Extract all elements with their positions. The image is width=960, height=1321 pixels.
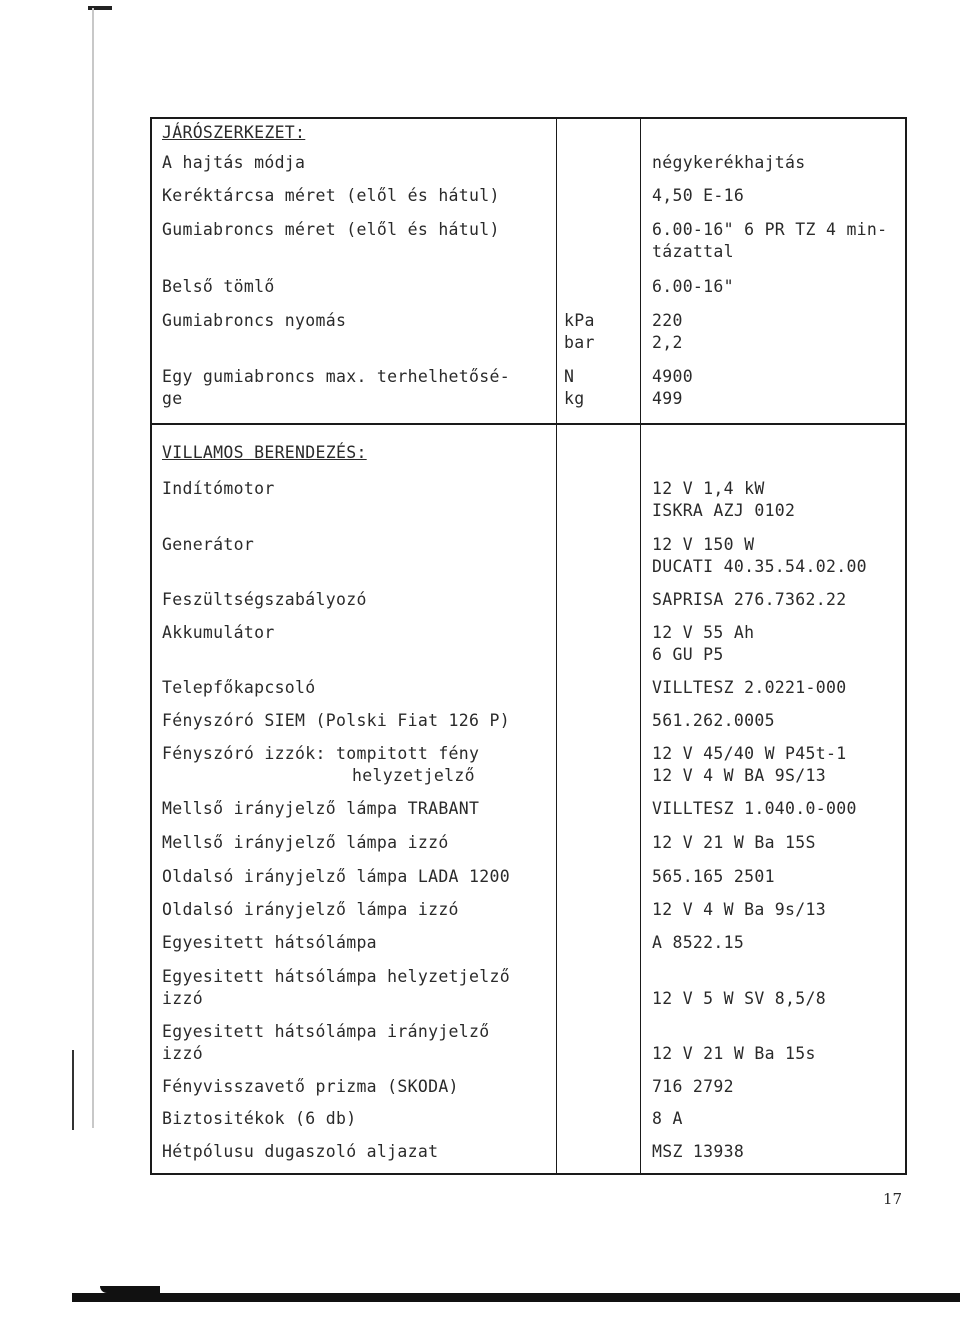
table-border-top bbox=[150, 117, 907, 119]
label-rear-position-bulb-cont: izzó bbox=[162, 989, 203, 1008]
label-rear-position-bulb: Egyesitett hátsólámpa helyzetjelző bbox=[162, 967, 510, 986]
value-main-switch: VILLTESZ 2.0221-000 bbox=[652, 678, 847, 697]
unit-max-load-kg: kg bbox=[564, 389, 585, 408]
scan-bottom-bar bbox=[72, 1293, 960, 1302]
value-inner-tube: 6.00-16" bbox=[652, 277, 734, 296]
value-battery: 12 V 55 Ah bbox=[652, 623, 755, 642]
section-heading-electrical: VILLAMOS BERENDEZÉS: bbox=[162, 443, 367, 462]
value-generator: 12 V 150 W bbox=[652, 535, 755, 554]
label-generator: Generátor bbox=[162, 535, 255, 554]
scan-bottom-bar-taper bbox=[100, 1286, 160, 1293]
label-headlight-bulbs: Fényszóró izzók: tompitott fény bbox=[162, 744, 480, 763]
value-seven-pin-socket: MSZ 13938 bbox=[652, 1142, 745, 1161]
label-seven-pin-socket: Hétpólusu dugaszoló aljazat bbox=[162, 1142, 439, 1161]
unit-max-load-n: N bbox=[564, 367, 575, 386]
value-starter-cont: ISKRA AZJ 0102 bbox=[652, 501, 796, 520]
scan-mark-left-line bbox=[92, 8, 94, 1128]
label-front-indicator-bulb: Mellső irányjelző lámpa izzó bbox=[162, 833, 449, 852]
label-fuses: Biztositékok (6 db) bbox=[162, 1109, 357, 1128]
value-reflector: 716 2792 bbox=[652, 1077, 734, 1096]
value-front-indicator-bulb: 12 V 21 W Ba 15S bbox=[652, 833, 816, 852]
value-rear-lamp: A 8522.15 bbox=[652, 933, 745, 952]
value-headlight-bulbs: 12 V 45/40 W P45t-1 bbox=[652, 744, 847, 763]
value-tire-size-cont: tázattal bbox=[652, 242, 734, 261]
section-heading-chassis: JÁRÓSZERKEZET: bbox=[162, 123, 306, 142]
value-side-indicator-bulb: 12 V 4 W Ba 9s/13 bbox=[652, 900, 826, 919]
label-tire-pressure: Gumiabroncs nyomás bbox=[162, 311, 347, 330]
label-max-load: Egy gumiabroncs max. terhelhetősé- bbox=[162, 367, 510, 386]
scan-mark-left-bracket bbox=[72, 1050, 74, 1130]
label-headlight: Fényszóró SIEM (Polski Fiat 126 P) bbox=[162, 711, 510, 730]
label-rear-indicator-bulb-cont: izzó bbox=[162, 1044, 203, 1063]
label-battery: Akkumulátor bbox=[162, 623, 275, 642]
value-rear-position-bulb: 12 V 5 W SV 8,5/8 bbox=[652, 989, 826, 1008]
value-starter: 12 V 1,4 kW bbox=[652, 479, 765, 498]
table-border-right bbox=[905, 117, 907, 1175]
label-main-switch: Telepfőkapcsoló bbox=[162, 678, 316, 697]
label-voltage-regulator: Feszültségszabályozó bbox=[162, 590, 367, 609]
value-side-indicator: 565.165 2501 bbox=[652, 867, 775, 886]
label-starter: Indítómotor bbox=[162, 479, 275, 498]
table-divider-value bbox=[640, 117, 641, 1175]
label-headlight-bulbs-cont: helyzetjelző bbox=[352, 766, 475, 785]
value-voltage-regulator: SAPRISA 276.7362.22 bbox=[652, 590, 847, 609]
label-tire-size: Gumiabroncs méret (elől és hátul) bbox=[162, 220, 500, 239]
table-border-left bbox=[150, 117, 152, 1175]
section-divider bbox=[150, 423, 907, 425]
value-tire-pressure-bar: 2,2 bbox=[652, 333, 683, 352]
value-headlight-bulbs-cont: 12 V 4 W BA 9S/13 bbox=[652, 766, 826, 785]
value-rim-size: 4,50 E-16 bbox=[652, 186, 745, 205]
label-max-load-cont: ge bbox=[162, 389, 183, 408]
table-divider-unit bbox=[556, 117, 557, 1175]
value-generator-cont: DUCATI 40.35.54.02.00 bbox=[652, 557, 867, 576]
label-rear-indicator-bulb: Egyesitett hátsólámpa irányjelző bbox=[162, 1022, 490, 1041]
value-rear-indicator-bulb: 12 V 21 W Ba 15s bbox=[652, 1044, 816, 1063]
unit-tire-pressure-kpa: kPa bbox=[564, 311, 595, 330]
value-max-load-n: 4900 bbox=[652, 367, 693, 386]
value-fuses: 8 A bbox=[652, 1109, 683, 1128]
value-max-load-kg: 499 bbox=[652, 389, 683, 408]
value-drive-type: négykerékhajtás bbox=[652, 153, 806, 172]
value-front-indicator: VILLTESZ 1.040.0-000 bbox=[652, 799, 857, 818]
label-front-indicator: Mellső irányjelző lámpa TRABANT bbox=[162, 799, 480, 818]
value-battery-cont: 6 GU P5 bbox=[652, 645, 724, 664]
label-side-indicator: Oldalsó irányjelző lámpa LADA 1200 bbox=[162, 867, 510, 886]
label-drive-type: A hajtás módja bbox=[162, 153, 306, 172]
value-tire-size: 6.00-16" 6 PR TZ 4 min- bbox=[652, 220, 888, 239]
value-tire-pressure-kpa: 220 bbox=[652, 311, 683, 330]
label-side-indicator-bulb: Oldalsó irányjelző lámpa izzó bbox=[162, 900, 459, 919]
table-border-bottom bbox=[150, 1173, 907, 1175]
label-inner-tube: Belső tömlő bbox=[162, 277, 275, 296]
value-headlight: 561.262.0005 bbox=[652, 711, 775, 730]
label-rim-size: Keréktárcsa méret (elől és hátul) bbox=[162, 186, 500, 205]
unit-tire-pressure-bar: bar bbox=[564, 333, 595, 352]
label-reflector: Fényvisszavető prizma (SKODA) bbox=[162, 1077, 459, 1096]
label-rear-lamp: Egyesitett hátsólámpa bbox=[162, 933, 377, 952]
page-number: 17 bbox=[883, 1190, 903, 1208]
